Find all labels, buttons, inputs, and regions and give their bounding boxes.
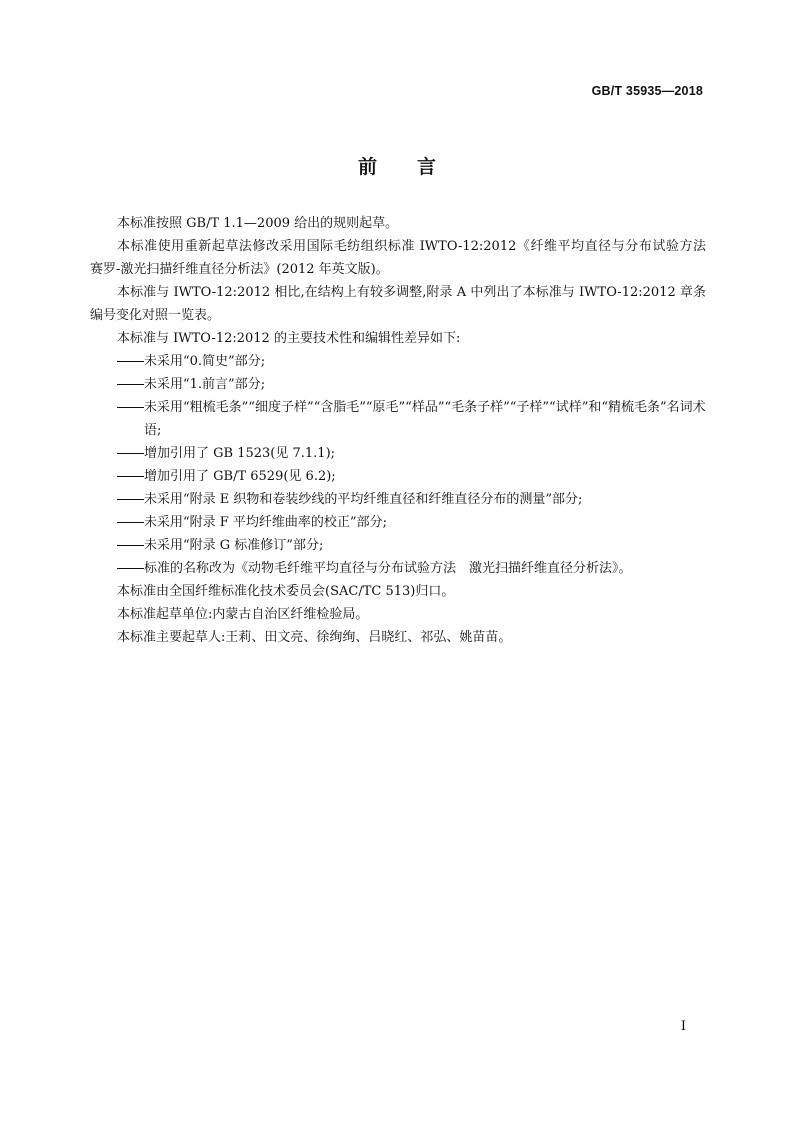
difference-text: 增加引用了 GB 1523(见 7.1.1); (144, 446, 336, 461)
dash-mark (117, 407, 144, 408)
difference-item (90, 396, 706, 442)
paragraph-structure-changes: 本标准与 IWTO-12:2012 相比,在结构上有较多调整,附录 A 中列出了本标准与 IWTO-12:2012 章条编号变化对照一览表。 (90, 285, 706, 323)
difference-text: 未采用“1.前言”部分; (144, 377, 266, 392)
difference-text: 未采用“附录 E 织物和卷装纱线的平均纤维直径和纤维直径分布的测量”部分; (144, 492, 583, 507)
difference-item (90, 465, 706, 488)
dash-mark (117, 476, 144, 477)
dash-mark (117, 361, 144, 362)
difference-item (90, 373, 706, 396)
difference-text: 未采用“附录 F 平均纤维曲率的校正”部分; (144, 515, 387, 530)
page-number: I (680, 1019, 686, 1034)
difference-text: 增加引用了 GB/T 6529(见 6.2); (144, 469, 336, 484)
difference-text: 未采用“0.简史”部分; (144, 354, 266, 369)
difference-item (90, 488, 706, 511)
difference-text: 未采用“粗梳毛条”“细度子样”“含脂毛”“原毛”“样品”“毛条子样”“子样”“试样”和“精梳毛条”名词术语; (144, 400, 706, 438)
paragraph-drafting-unit: 本标准起草单位:内蒙古自治区纤维检验局。 (117, 607, 369, 622)
paragraph-differences-intro: 本标准与 IWTO-12:2012 的主要技术性和编辑性差异如下: (117, 331, 461, 346)
page-title (0, 152, 794, 179)
paragraph-drafting-rules: 本标准按照 GB/T 1.1—2009 给出的规则起草。 (117, 216, 399, 231)
difference-text: 未采用“附录 G 标准修订”部分; (144, 538, 324, 553)
difference-item (90, 534, 706, 557)
dash-mark (117, 522, 144, 523)
dash-mark (117, 499, 144, 500)
title-char-1: 前 (357, 156, 377, 178)
difference-item (90, 557, 706, 580)
difference-item (90, 442, 706, 465)
standard-number: GB/T 35935—2018 (591, 84, 703, 98)
dash-mark (117, 545, 144, 546)
dash-mark (117, 384, 144, 385)
paragraph-adoption-method: 本标准使用重新起草法修改采用国际毛纺组织标准 IWTO-12:2012《纤维平均直径与分布试验方法 赛罗-激光扫描纤维直径分析法》(2012 年英文版)。 (90, 239, 720, 277)
foreword-body (90, 212, 720, 649)
difference-text: 标准的名称改为《动物毛纤维平均直径与分布试验方法 激光扫描纤维直径分析法》。 (144, 561, 632, 576)
paragraph-drafters: 本标准主要起草人:王莉、田文亮、徐绚绚、吕晓红、祁弘、姚苗苗。 (117, 630, 512, 645)
difference-item (90, 350, 706, 373)
title-char-2: 言 (417, 156, 437, 178)
dash-mark (117, 568, 144, 569)
paragraph-responsible-committee: 本标准由全国纤维标准化技术委员会(SAC/TC 513)归口。 (117, 584, 455, 599)
difference-item (90, 511, 706, 534)
dash-mark (117, 453, 144, 454)
